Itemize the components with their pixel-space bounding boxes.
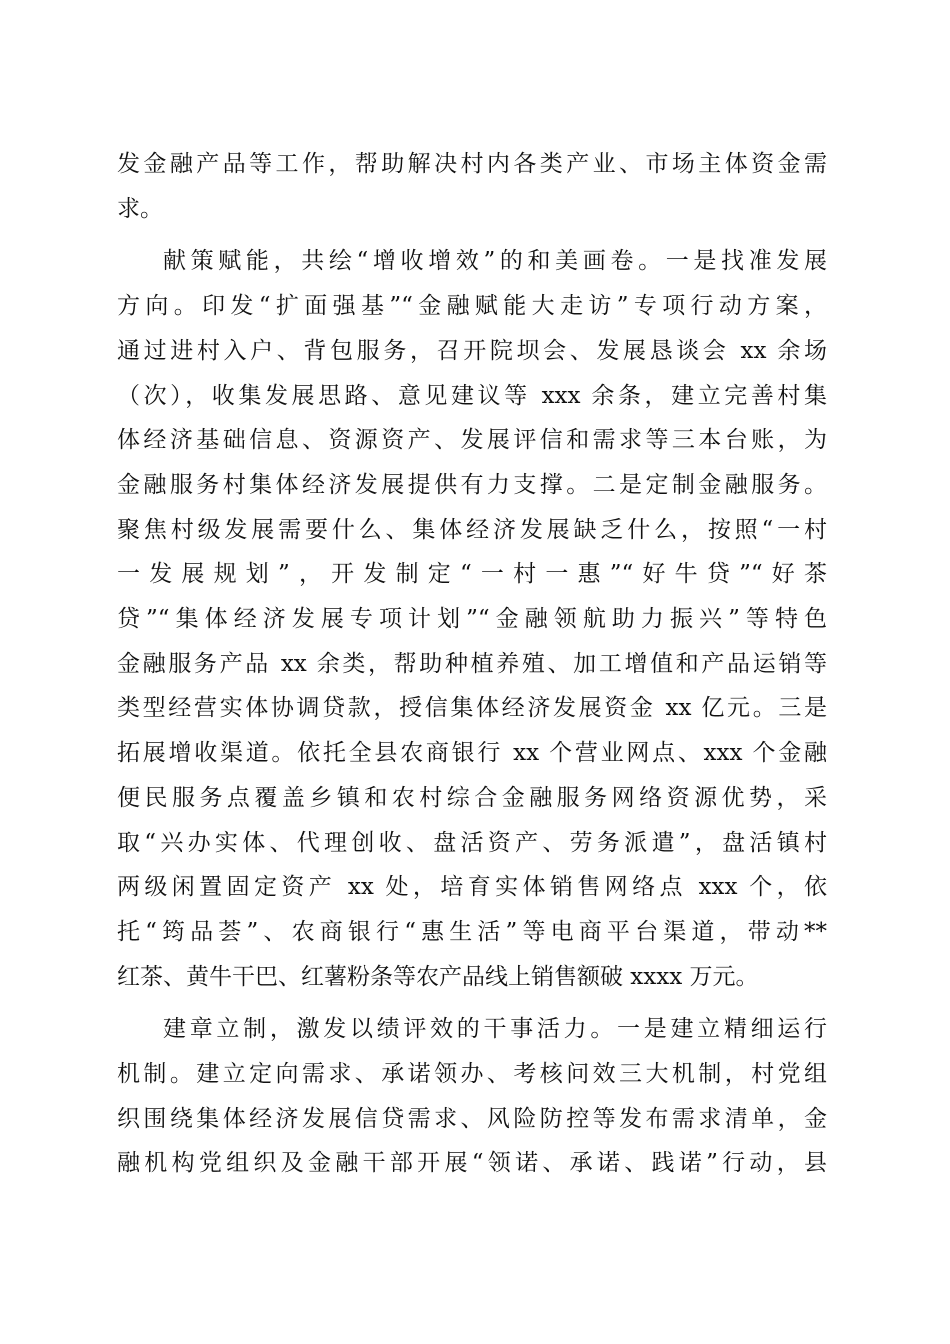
paragraph-3 [117,1007,827,1186]
text-line: 融机构党组织及金融干部开展“领诺、承诺、践诺”行动，县 [117,1150,827,1177]
text-line: 红茶、黄牛干巴、红薯粉条等农产品线上销售额破 xxxx 万元。 [117,963,759,990]
text-line: 托“筠品荟”、农商银行“惠生活”等电商平台渠道，带动** [117,918,827,945]
text-line: 金融服务产品 xx 余类，帮助种植养殖、加工增值和产品运销等 [117,650,827,677]
text-line: 两级闲置固定资产 xx 处，培育实体销售网络点 xxx 个，依 [117,874,827,901]
paragraph-gap [117,231,827,239]
text-line: 发金融产品等工作，帮助解决村内各类产业、市场主体资金需 [117,151,827,177]
text-line: 方向。印发“扩面强基”“金融赋能大走访”专项行动方案， [117,293,827,320]
paragraph-gap [117,999,827,1007]
text-line: 取“兴办实体、代理创收、盘活资产、劳务派遣”，盘活镇村 [117,829,827,856]
text-line: 织围绕集体经济发展信贷需求、风险防控等发布需求清单，金 [117,1105,827,1132]
text-line: 献策赋能，共绘“增收增效”的和美画卷。一是找准发展 [163,248,827,275]
text-line: 一发展规划”，开发制定“一村一惠”“好牛贷”“好茶 [117,561,827,588]
document-page [117,142,827,1186]
text-line: 机制。建立定向需求、承诺领办、考核问效三大机制，村党组 [117,1061,827,1088]
text-line: 聚焦村级发展需要什么、集体经济发展缺乏什么，按照“一村 [117,516,827,543]
text-line: 类型经营实体协调贷款，授信集体经济发展资金 xx 亿元。三是 [117,695,827,722]
text-line: 通过进村入户、背包服务，召开院坝会、发展恳谈会 xx 余场 [117,337,827,364]
text-line: 便民服务点覆盖乡镇和农村综合金融服务网络资源优势，采 [117,784,827,811]
text-line: 求。 [117,195,163,222]
text-line: 建章立制，激发以绩评效的干事活力。一是建立精细运行 [163,1016,827,1043]
paragraph-1 [117,142,827,231]
text-line: 拓展增收渠道。依托全县农商银行 xx 个营业网点、xxx 个金融 [117,740,827,767]
text-line: （次），收集发展思路、意见建议等 xxx 余条，建立完善村集 [117,382,827,409]
text-line: 金融服务村集体经济发展提供有力支撑。二是定制金融服务。 [117,471,827,498]
text-line: 体经济基础信息、资源资产、发展评信和需求等三本台账，为 [117,427,827,454]
text-line: 贷”“集体经济发展专项计划”“金融领航助力振兴”等特色 [117,606,827,633]
paragraph-2 [117,239,827,999]
